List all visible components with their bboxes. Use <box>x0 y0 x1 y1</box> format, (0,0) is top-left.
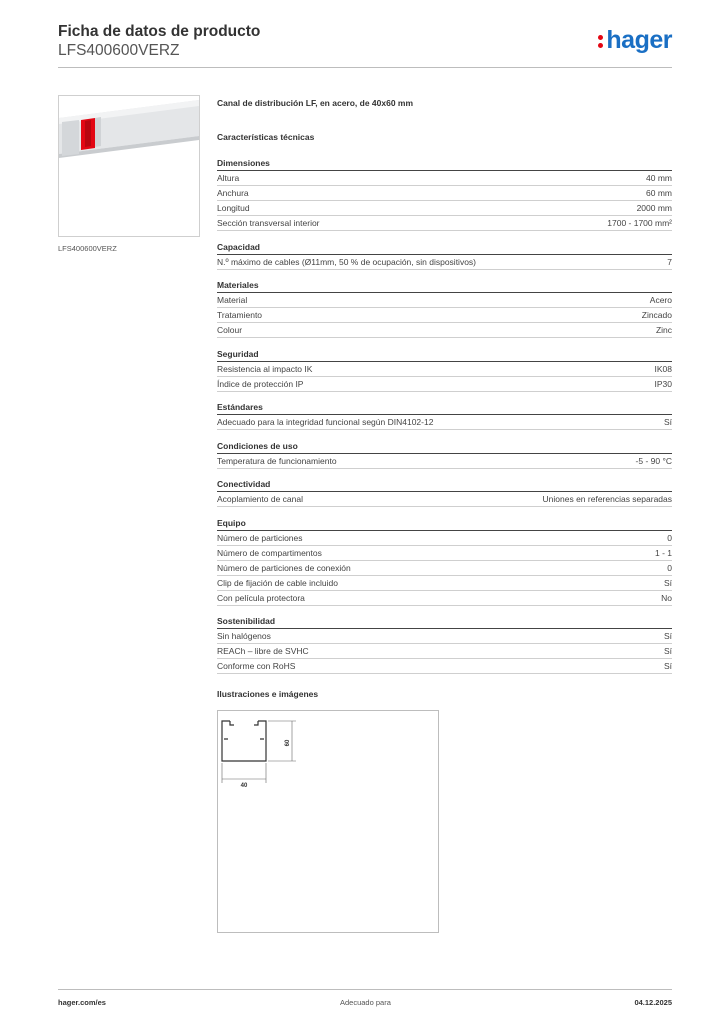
spec-row <box>217 377 672 392</box>
spec-section <box>217 240 672 270</box>
spec-value: 7 <box>667 256 672 267</box>
spec-row <box>217 186 672 201</box>
hager-logo <box>598 26 672 55</box>
spec-label: Altura <box>217 173 240 183</box>
spec-value: 2000 mm <box>636 203 672 213</box>
spec-content <box>217 96 672 683</box>
spec-label: Acoplamiento de canal <box>217 494 304 504</box>
product-image <box>58 95 200 237</box>
product-code: LFS400600VERZ <box>58 42 180 59</box>
spec-row <box>217 561 672 576</box>
section-title: Estándares <box>217 400 672 415</box>
spec-section <box>217 439 672 469</box>
spec-value: Sí <box>663 646 672 656</box>
spec-label: Tratamiento <box>217 310 263 320</box>
section-title: Capacidad <box>217 240 672 255</box>
spec-value: 1700 - 1700 mm² <box>607 218 672 228</box>
spec-row <box>217 415 672 430</box>
spec-value: IK08 <box>654 363 672 374</box>
spec-value: -5 - 90 °C <box>635 455 672 466</box>
spec-row <box>217 644 672 659</box>
spec-section <box>217 516 672 606</box>
spec-label: Adecuado para la integridad funcional según DIN4102-12 <box>217 417 434 427</box>
tech-heading: Características técnicas <box>217 132 315 142</box>
spec-label: Número de compartimentos <box>217 547 322 558</box>
spec-label: Resistencia al impacto IK <box>217 363 313 374</box>
spec-row <box>217 629 672 644</box>
footer-website-link[interactable]: hager.com/es <box>58 998 106 1007</box>
spec-row <box>217 576 672 591</box>
spec-row <box>217 216 672 231</box>
spec-row <box>217 362 672 377</box>
spec-row <box>217 546 672 561</box>
spec-label: Sin halógenos <box>217 631 271 641</box>
spec-label: Colour <box>217 325 243 335</box>
footer-divider <box>58 989 672 990</box>
spec-value: 0 <box>667 562 672 573</box>
spec-value: Sí <box>663 577 672 588</box>
logo-dots-icon <box>598 33 605 49</box>
spec-value: Uniones en referencias separadas <box>542 494 672 504</box>
section-title: Dimensiones <box>217 156 672 171</box>
spec-label: Material <box>217 295 248 305</box>
spec-section <box>217 347 672 392</box>
spec-row <box>217 531 672 546</box>
cable-trunking-icon <box>59 96 199 236</box>
spec-section <box>217 614 672 674</box>
section-title: Equipo <box>217 516 672 531</box>
spec-label: REACh – libre de SVHC <box>217 646 309 656</box>
spec-value: Sí <box>663 631 672 641</box>
spec-label: Número de particiones <box>217 532 303 543</box>
spec-sections <box>217 156 672 674</box>
spec-row <box>217 308 672 323</box>
product-image-caption: LFS400600VERZ <box>58 244 117 253</box>
product-description: Canal de distribución LF, en acero, de 40x60 mm <box>217 98 414 108</box>
page-title: Ficha de datos de producto <box>58 23 261 40</box>
logo-text: hager <box>606 26 672 54</box>
height-dimension-label: 60 <box>285 739 291 747</box>
section-title: Sostenibilidad <box>217 614 672 629</box>
section-title: Condiciones de uso <box>217 439 672 454</box>
spec-value: 40 mm <box>646 173 672 183</box>
spec-row <box>217 659 672 674</box>
spec-section <box>217 156 672 231</box>
spec-row <box>217 293 672 308</box>
spec-label: Número de particiones de conexión <box>217 562 351 573</box>
spec-value: Sí <box>663 661 672 671</box>
spec-row <box>217 492 672 507</box>
spec-label: Clip de fijación de cable incluido <box>217 577 338 588</box>
spec-label: Longitud <box>217 203 250 213</box>
spec-row <box>217 171 672 186</box>
section-title: Seguridad <box>217 347 672 362</box>
spec-row <box>217 591 672 606</box>
spec-label: Conforme con RoHS <box>217 661 296 671</box>
section-title: Materiales <box>217 278 672 293</box>
spec-section <box>217 477 672 507</box>
spec-row <box>217 255 672 270</box>
section-title: Conectividad <box>217 477 672 492</box>
spec-row <box>217 323 672 338</box>
illustrations-title: Ilustraciones e imágenes <box>217 689 319 699</box>
dimension-drawing <box>217 710 439 933</box>
spec-value: 60 mm <box>646 188 672 198</box>
document-header <box>58 22 260 60</box>
width-dimension-label: 40 <box>240 783 248 789</box>
spec-section <box>217 400 672 430</box>
spec-label: Sección transversal interior <box>217 218 320 228</box>
spec-value: 0 <box>667 532 672 543</box>
spec-row <box>217 201 672 216</box>
spec-label: N.º máximo de cables (Ø11mm, 50 % de ocupación, sin dispositivos) <box>217 256 477 267</box>
footer-suitable-for: Adecuado para <box>340 998 391 1007</box>
spec-value: IP30 <box>654 378 672 389</box>
profile-drawing-icon <box>218 711 438 932</box>
spec-value: Sí <box>663 417 672 427</box>
spec-label: Con película protectora <box>217 592 305 603</box>
spec-label: Temperatura de funcionamiento <box>217 455 337 466</box>
spec-row <box>217 454 672 469</box>
spec-value: No <box>661 592 672 603</box>
spec-label: Anchura <box>217 188 249 198</box>
spec-value: Acero <box>649 295 672 305</box>
spec-section <box>217 278 672 338</box>
footer-date: 04.12.2025 <box>634 998 672 1007</box>
spec-value: Zinc <box>655 325 672 335</box>
header-divider <box>58 67 672 68</box>
spec-value: Zincado <box>641 310 672 320</box>
spec-value: 1 - 1 <box>654 547 672 558</box>
spec-label: Índice de protección IP <box>217 378 304 389</box>
